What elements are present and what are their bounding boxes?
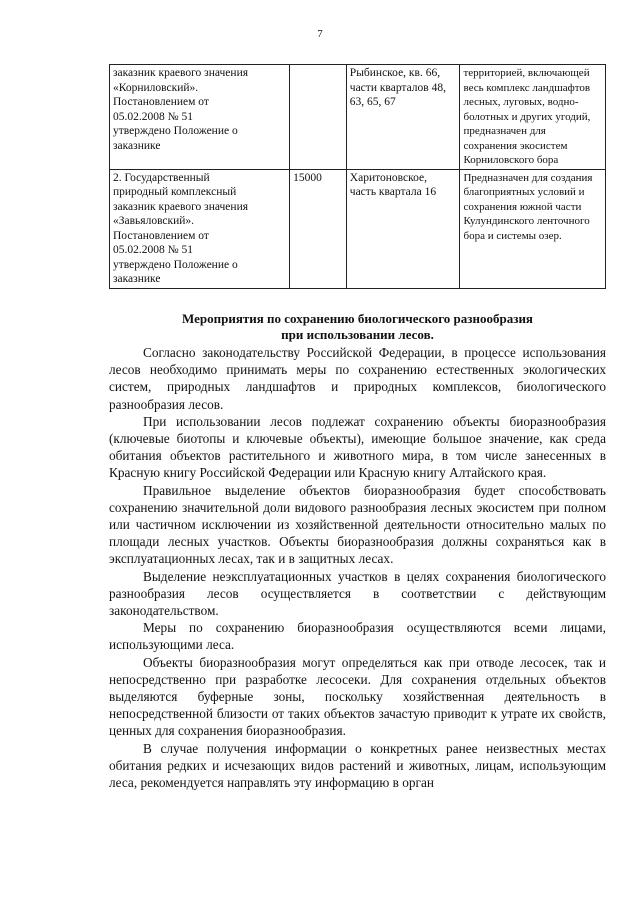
body-text — [109, 344, 606, 791]
table-cell-name: заказник краевого значения «Корниловский». Постановлением от 05.02.2008 № 51 утверждено Положение о заказнике — [110, 65, 290, 170]
page-number: 7 — [317, 28, 323, 40]
paragraph: При использовании лесов подлежат сохранению объекты биоразнообразия (ключевые биотопы и ключевые объекты), имеющие большое значение, как среда обитания объектов растительного и животного мира, в том числе занесенных в Красную книгу Российской Федерации или Красную книгу Алтайского края. — [109, 413, 606, 481]
paragraph: В случае получения информации о конкретных ранее неизвестных местах обитания редких и исчезающих видов растений и животных, лицам, использующим леса, рекомендуется направлять эту информацию в орган — [109, 740, 606, 791]
table-cell-purpose: Предназначен для создания благоприятных условий и сохранения южной части Кулундинского ленточного бора и системы озер. — [460, 169, 606, 288]
table-cell-purpose: территорией, включающей весь комплекс ландшафтов лесных, луговых, водно- болотных и других угодий, предназначен для сохранения экосистем Корниловского бора — [460, 65, 606, 170]
section-heading-line: Мероприятия по сохранению биологического разнообразия — [182, 311, 533, 326]
paragraph: Выделение неэксплуатационных участков в целях сохранения биологического разнообразия лесов осуществляется в соответствии с действующим законодательством. — [109, 568, 606, 619]
reserves-table — [109, 64, 606, 289]
paragraph: Правильное выделение объектов биоразнообразия будет способствовать сохранению значительной доли видового разнообразия лесных экосистем при полном или частичном исключении из хозяйственной деятельности относительно малых по площади лесных участков. Объекты биоразнообразия должны сохраняться как в эксплуатационных лесах, так и в защитных лесах. — [109, 482, 606, 567]
paragraph: Меры по сохранению биоразнообразия осуществляются всеми лицами, использующими леса. — [109, 620, 606, 653]
table-cell-location: Рыбинское, кв. 66, части кварталов 48, 63, 65, 67 — [346, 65, 460, 170]
paragraph: Согласно законодательству Российской Федерации, в процессе использования лесов необходимо принимать меры по сохранению естественных экологических систем, природных ландшафтов и природных комплексов, биологического разнообразия лесов. — [109, 345, 606, 412]
table-row — [110, 65, 606, 170]
table-cell-location: Харитоновское, часть квартала 16 — [346, 169, 460, 288]
table-cell-area — [290, 65, 347, 170]
paragraph: Объекты биоразнообразия могут определяться как при отводе лесосек, так и непосредственно при разработке лесосеки. Для сохранения отдельных объектов выделяются буферные зоны, поскольку хозяйственная деятельность в непосредственной близости от таких объектов зачастую приводит к утрате их свойств, ценных для сохранения биоразнообразия. — [109, 654, 606, 739]
section-heading-line: при использовании лесов. — [281, 327, 434, 342]
table-cell-area: 15000 — [290, 169, 347, 288]
section-heading — [109, 311, 606, 343]
table-cell-name: 2. Государственный природный комплексный заказник краевого значения «Завьяловский». Постановлением от 05.02.2008 № 51 утверждено Положение о заказнике — [110, 169, 290, 288]
table-row — [110, 169, 606, 288]
